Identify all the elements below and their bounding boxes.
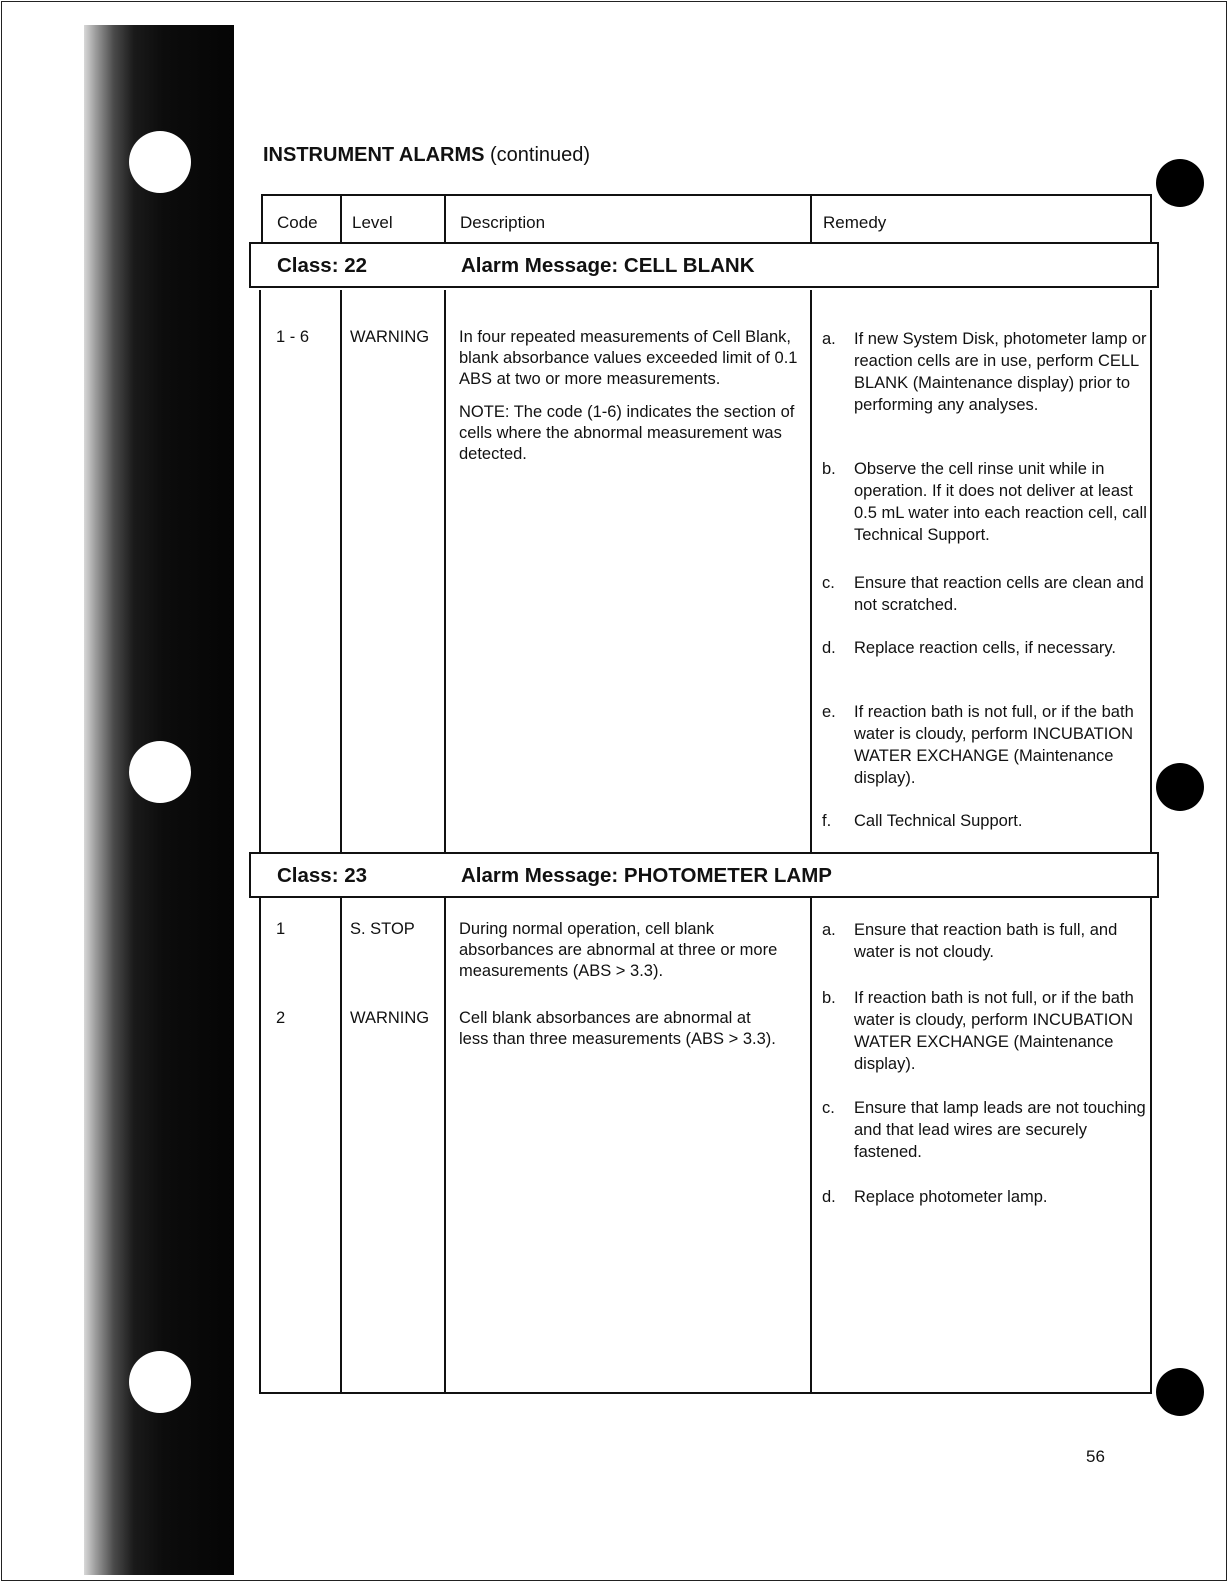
remedy-letter: d. (822, 639, 836, 657)
remedy-text: If new System Disk, photometer lamp or reaction cells are in use, perform CELL BLANK (Maintenance display) prior to performing any analyses. (854, 330, 1147, 414)
class-23-label: Class: 23 (277, 864, 368, 887)
remedy-letter: b. (822, 460, 836, 478)
col-divider-3-22 (810, 290, 812, 852)
col-divider-1-22 (340, 290, 342, 852)
class-22-description-note: NOTE: The code (1-6) indicates the section of cells where the abnormal measurement was detected. (459, 403, 795, 463)
class-22-label: Class: 22 (277, 254, 368, 277)
remedy-item (822, 1097, 1147, 1163)
col-divider-2-23 (444, 898, 446, 1394)
class-22-bar (249, 242, 1159, 288)
remedy-text: Ensure that reaction cells are clean and not scratched. (854, 574, 1144, 614)
class-22-description (459, 327, 807, 477)
col-divider-1-23 (340, 898, 342, 1394)
remedy-item (822, 1186, 1147, 1208)
col-divider-3-23 (810, 898, 812, 1394)
remedy-letter: d. (822, 1188, 836, 1206)
remedy-letter: a. (822, 330, 836, 348)
remedy-letter: e. (822, 703, 836, 721)
col-divider-2-header (444, 194, 446, 242)
class-23-level-2: WARNING (350, 1009, 430, 1027)
class-23-level-1: S. STOP (350, 920, 415, 938)
class-23-code-1: 1 (276, 920, 286, 938)
col-divider-2-22 (444, 290, 446, 852)
class-22-code: 1 - 6 (276, 328, 310, 346)
table-left-border-22 (259, 290, 261, 852)
remedy-text: Ensure that reaction bath is full, and water is not cloudy. (854, 921, 1118, 961)
class-23-code-2: 2 (276, 1009, 286, 1027)
col-divider-1-header (340, 194, 342, 242)
right-dot-bottom (1156, 1368, 1204, 1416)
remedy-letter: c. (822, 574, 835, 592)
header-remedy: Remedy (823, 213, 887, 232)
remedy-item (822, 987, 1147, 1075)
class-22-description-main: In four repeated measurements of Cell Blank, blank absorbance values exceeded limit of 0.1 ABS at two or more measurements. (459, 328, 798, 388)
header-description: Description (460, 213, 546, 232)
header-code: Code (277, 213, 318, 232)
class-23-bar (249, 852, 1159, 898)
class-23-description-2: Cell blank absorbances are abnormal at less than three measurements (ABS > 3.3). (459, 1009, 776, 1048)
punch-hole-bottom (129, 1351, 191, 1413)
remedy-letter: f. (822, 812, 832, 830)
class-22-level: WARNING (350, 328, 430, 346)
remedy-text: If reaction bath is not full, or if the bath water is cloudy, perform INCUBATION WATER EXCHANGE (Maintenance display). (854, 989, 1134, 1073)
page-number: 56 (1086, 1447, 1105, 1466)
remedy-item (822, 572, 1147, 616)
remedy-letter: b. (822, 989, 836, 1007)
table-right-border-23 (1150, 898, 1152, 1394)
table-top-border (261, 194, 1152, 196)
header-level: Level (352, 213, 393, 232)
remedy-item (822, 701, 1147, 789)
remedy-text: Replace reaction cells, if necessary. (854, 639, 1116, 657)
punch-hole-top (129, 131, 191, 193)
remedy-item (822, 458, 1147, 546)
class-23-message: Alarm Message: PHOTOMETER LAMP (461, 864, 832, 887)
remedy-letter: c. (822, 1099, 835, 1117)
right-dot-top (1156, 159, 1204, 207)
page-title (263, 144, 590, 167)
table-bottom-border (259, 1392, 1152, 1394)
table-left-border-23 (259, 898, 261, 1394)
remedy-item (822, 637, 1147, 659)
class-22-message: Alarm Message: CELL BLANK (461, 254, 755, 277)
right-dot-middle (1156, 763, 1204, 811)
remedy-letter: a. (822, 921, 836, 939)
title-continued: (continued) (484, 144, 591, 166)
remedy-text: Observe the cell rinse unit while in operation. If it does not deliver at least 0.5 mL water into each reaction cell, call Technical Support. (854, 460, 1147, 544)
class-23-description-1: During normal operation, cell blank absorbances are abnormal at three or more measurements (ABS > 3.3). (459, 920, 778, 980)
remedy-text: Ensure that lamp leads are not touching and that lead wires are securely fastened. (854, 1099, 1146, 1161)
table-left-border-header (261, 194, 263, 242)
punch-hole-middle (129, 741, 191, 803)
remedy-text: Call Technical Support. (854, 812, 1023, 830)
remedy-text: Replace photometer lamp. (854, 1188, 1048, 1206)
remedy-item (822, 919, 1147, 963)
remedy-text: If reaction bath is not full, or if the bath water is cloudy, perform INCUBATION WATER EXCHANGE (Maintenance display). (854, 703, 1134, 787)
table-right-border-22 (1150, 290, 1152, 852)
remedy-item (822, 810, 1147, 832)
table-right-border-header (1150, 194, 1152, 242)
title-bold: INSTRUMENT ALARMS (263, 144, 485, 166)
col-divider-3-header (810, 194, 812, 242)
remedy-item (822, 328, 1147, 416)
